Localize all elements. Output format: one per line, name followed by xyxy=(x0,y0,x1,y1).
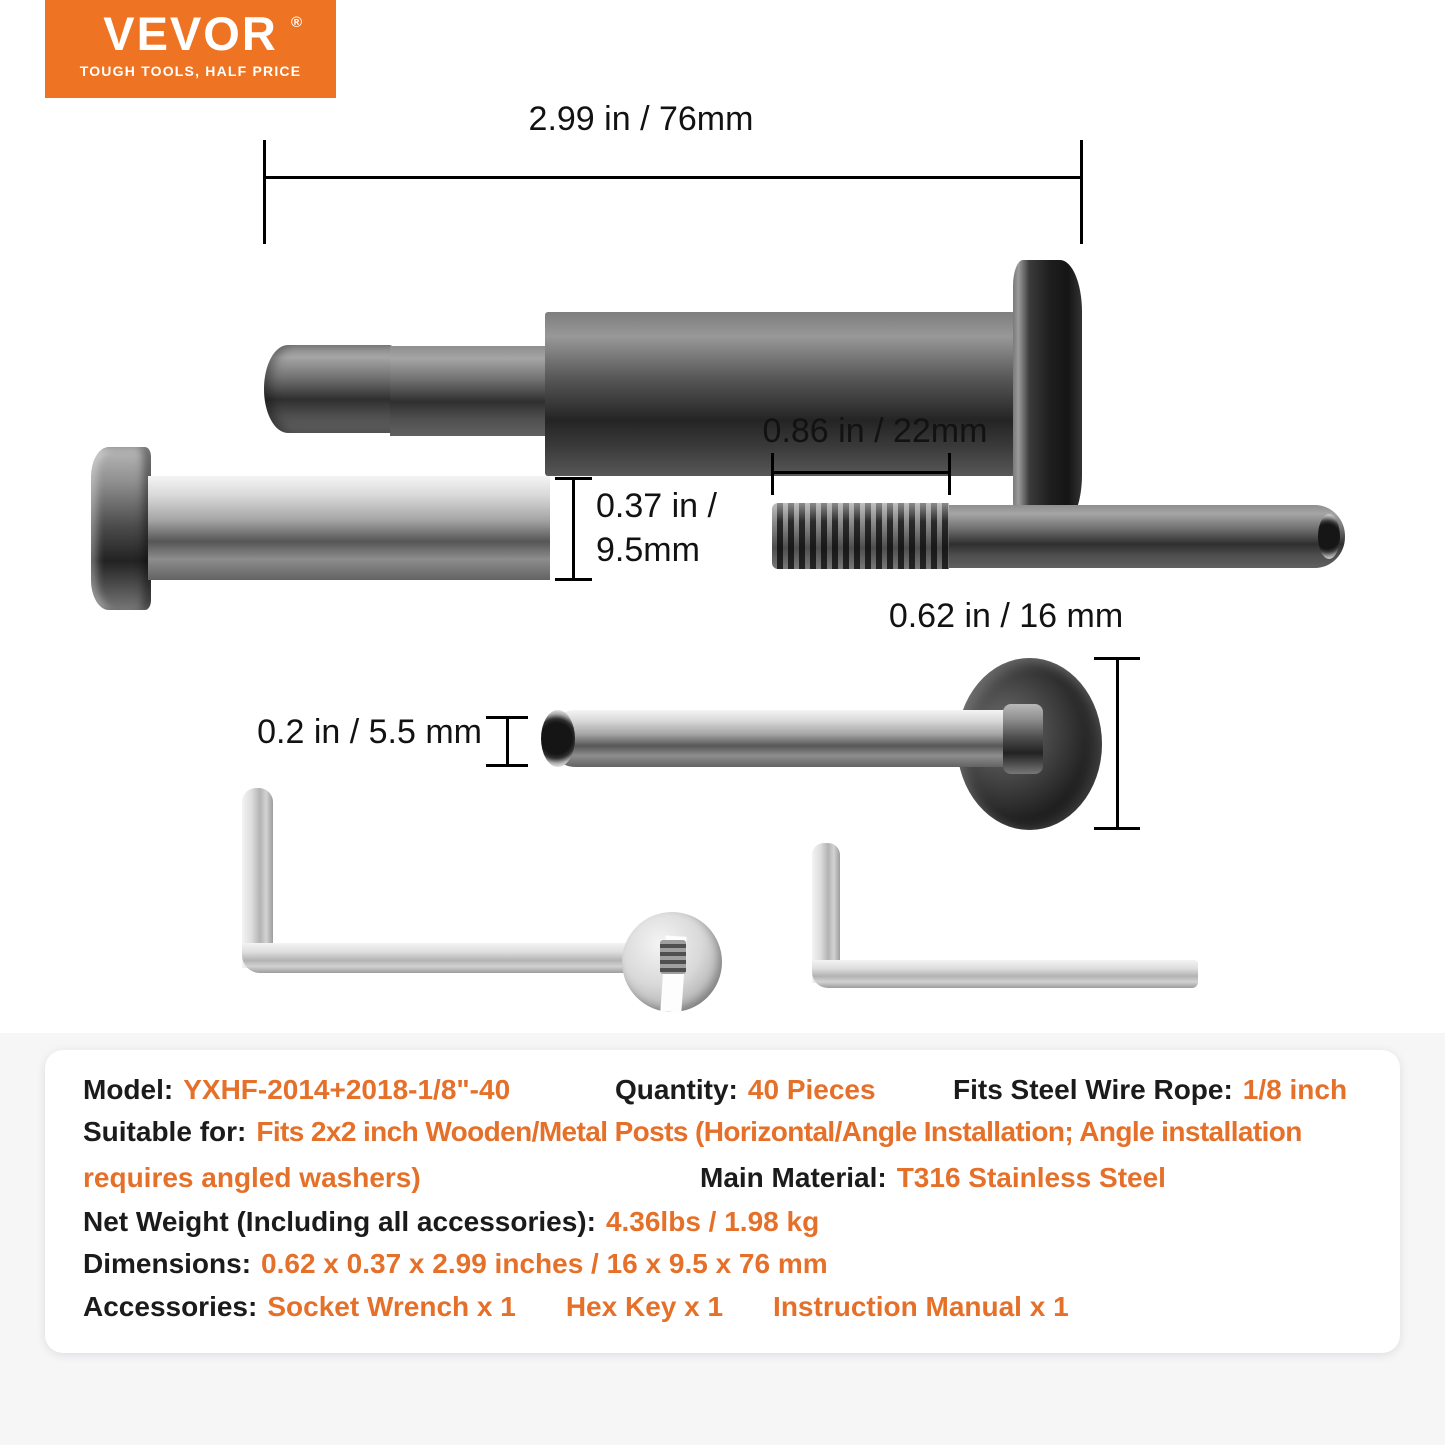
part3-threads xyxy=(772,503,949,569)
dimensions-label: Dimensions: xyxy=(83,1248,252,1279)
dim-tick-part4-flange-bottom xyxy=(1094,827,1140,830)
registered-mark: ® xyxy=(290,14,302,31)
spec-row-accessories xyxy=(83,1292,1380,1322)
part1-body xyxy=(545,312,1015,476)
dim-tick-part3-right xyxy=(948,453,951,495)
dim-line-part4-flange xyxy=(1116,658,1119,830)
spec-row-suitable2-material xyxy=(83,1163,1380,1193)
dim-tick-part3-left xyxy=(771,453,774,495)
material-value: T316 Stainless Steel xyxy=(896,1162,1166,1193)
model-value: YXHF-2014+2018-1/8"-40 xyxy=(183,1074,511,1105)
part1-shaft xyxy=(390,346,547,436)
dim-tick-part1-right xyxy=(1080,140,1083,244)
brand-logo xyxy=(45,0,336,98)
spec-row-dimensions xyxy=(83,1249,1380,1279)
dim-tick-part2-bottom xyxy=(555,578,592,581)
quantity-value: 40 Pieces xyxy=(747,1074,876,1105)
weight-label: Net Weight (Including all accessories): xyxy=(83,1206,596,1237)
suitable-value-line2: requires angled washers) xyxy=(83,1162,421,1193)
dim-label-part2-diameter: 0.37 in / 9.5mm xyxy=(596,487,717,569)
dimensions-value: 0.62 x 0.37 x 2.99 inches / 16 x 9.5 x 76 mm xyxy=(261,1248,828,1279)
dim-label-part3-threads: 0.86 in / 22mm xyxy=(762,412,988,450)
suitable-label: Suitable for: xyxy=(83,1116,247,1147)
material-label: Main Material: xyxy=(700,1162,887,1193)
accessory-manual: Instruction Manual x 1 xyxy=(773,1291,1069,1322)
dim-tick-part4-tube-bottom xyxy=(486,764,528,767)
dim-tick-part1-left xyxy=(263,140,266,244)
suitable-value-line1: Fits 2x2 inch Wooden/Metal Posts (Horizontal/Angle Installation; Angle installation xyxy=(256,1116,1302,1147)
accessory-socket-wrench: Socket Wrench x 1 xyxy=(267,1291,516,1322)
spec-row-weight xyxy=(83,1207,1380,1237)
dim-line-part1 xyxy=(264,176,1082,179)
part3-end-hole xyxy=(1318,514,1340,559)
brand-tagline: TOUGH TOOLS, HALF PRICE xyxy=(79,63,302,79)
part2-body xyxy=(148,476,550,580)
socket-wrench-thread-stub xyxy=(660,940,686,974)
model-label: Model: xyxy=(83,1074,174,1105)
brand-name: VEVOR xyxy=(103,7,278,60)
dim-label-part4-tube: 0.2 in / 5.5 mm xyxy=(257,713,482,751)
part1-flange xyxy=(1013,260,1082,527)
part4-collar xyxy=(1003,704,1043,774)
part1-tip xyxy=(264,345,394,433)
socket-wrench-horizontal-arm xyxy=(242,943,634,973)
accessory-hex-key: Hex Key x 1 xyxy=(565,1291,724,1322)
weight-value: 4.36lbs / 1.98 kg xyxy=(605,1206,820,1237)
spec-row-suitable xyxy=(83,1117,1380,1147)
accessories-label: Accessories: xyxy=(83,1291,258,1322)
dim-label-part4-flange: 0.62 in / 16 mm xyxy=(888,597,1124,635)
spec-row-model-quantity-rope xyxy=(83,1075,1380,1105)
dim-line-part4-tube xyxy=(506,717,509,767)
dim-tick-part4-flange-top xyxy=(1094,657,1140,660)
dim-line-part3 xyxy=(772,471,951,474)
part2-cap xyxy=(91,447,151,610)
dim-tick-part2-top xyxy=(555,477,592,480)
spec-panel xyxy=(45,1050,1400,1353)
socket-wrench-vertical-arm xyxy=(242,788,273,968)
wire-rope-value: 1/8 inch xyxy=(1242,1074,1348,1105)
part4-tube-hole xyxy=(541,710,575,767)
dim-line-part2 xyxy=(572,478,575,580)
part3-rod xyxy=(949,505,1345,568)
quantity-label: Quantity: xyxy=(615,1074,738,1105)
wire-rope-label: Fits Steel Wire Rope: xyxy=(953,1074,1233,1105)
dim-label-part1-length: 2.99 in / 76mm xyxy=(528,100,754,138)
dim-tick-part4-tube-top xyxy=(486,716,528,719)
hex-key-horizontal-arm xyxy=(812,960,1198,988)
part4-tube xyxy=(548,710,1016,767)
